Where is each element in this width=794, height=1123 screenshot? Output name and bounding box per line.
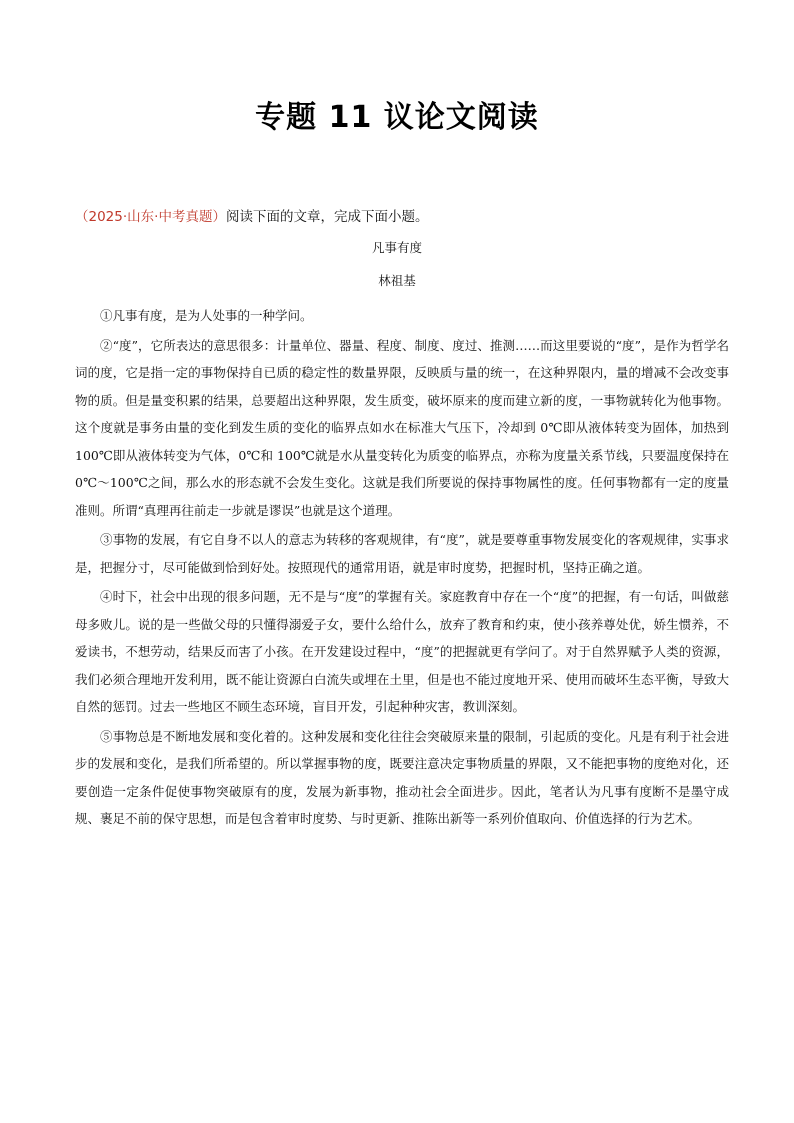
- article-title: 凡事有度: [371, 240, 422, 255]
- article-author: 林祖基: [378, 273, 416, 288]
- question-instruction: 阅读下面的文章，完成下面小题。: [225, 209, 429, 225]
- paragraph-5: ⑤事物总是不断地发展和变化着的。这种发展和变化往往会突破原来量的限制，引起质的变化。凡是有利于社会进步的发展和变化，是我们所希望的。所以掌握事物的度，既要注意决定事物质量的界限，又不能把事物的度绝对化，还要创造一定条件促使事物突破原有的度，发展为新事物，推动社会全面进步。因此，笔者认为凡事有度断不是墨守成规、裹足不前的保守思想，而是包含着审时度势、与时更新、推陈出新等一系列价值取向、价值选择的行为艺术。: [75, 728, 729, 826]
- paragraph-4: ④时下，社会中出现的很多问题，无不是与“度”的掌握有关。家庭教育中存在一个“度”的把握，有一句话，叫做慈母多败儿。说的是一些做父母的只懂得溺爱子女，要什么给什么，放弃了教育和约束，使小孩养尊处优，娇生惯养，不爱读书，不想劳动，结果反而害了小孩。在开发建设过程中，“度”的把握就更有学问了。对于自然界赋予人类的资源，我们必须合理地开发利用，既不能让资源白白流失或埋在土里，但是也不能过度地开采、使用而破坏生态平衡，导致大自然的惩罚。过去一些地区不顾生态环境，盲目开发，引起种种灾害，教训深刻。: [75, 589, 729, 714]
- paragraph-3: ③事物的发展，有它自身不以人的意志为转移的客观规律，有“度”，就是要尊重事物发展变化的客观规律，实事求是，把握分寸，尽可能做到恰到好处。按照现代的通常用语，就是审时度势，把握时机，坚持正确之道。: [75, 532, 729, 575]
- article-body: [75, 302, 729, 835]
- paragraph-2: ②“度”，它所表达的意思很多：计量单位、器量、程度、制度、度过、推测……而这里要说的“度”，是作为哲学名词的度，它是指一定的事物保持自已质的稳定性的数量界限，反映质与量的统一，在这种界限内，量的增减不会改变事物的质。但是量变积累的结果，总要超出这种界限，发生质变，破坏原来的度而建立新的度，一事物就转化为他事物。这个度就是事务由量的变化到发生质的变化的临界点如水在标准大气压下，冷却到 0℃即从液体转变为固体，加热到 100℃即从液体转变为气体，0℃和 100℃就是水从量变转化为质变的临界点，亦称为度量关系节线，只要温度保持在 0℃～100℃之间，那么水的形态就不会发生变化。这就是我们所要说的保持事物属性的度。任何事物都有一定的度量准则。所谓“真理再往前走一步就是谬误”也就是这个道理。: [75, 337, 729, 518]
- paragraph-1: ①凡事有度，是为人处事的一种学问。: [100, 308, 313, 323]
- page-title: 专题 11 议论文阅读: [255, 100, 539, 135]
- question-intro: [75, 207, 735, 227]
- question-source: （2025·山东·中考真题）: [75, 209, 226, 225]
